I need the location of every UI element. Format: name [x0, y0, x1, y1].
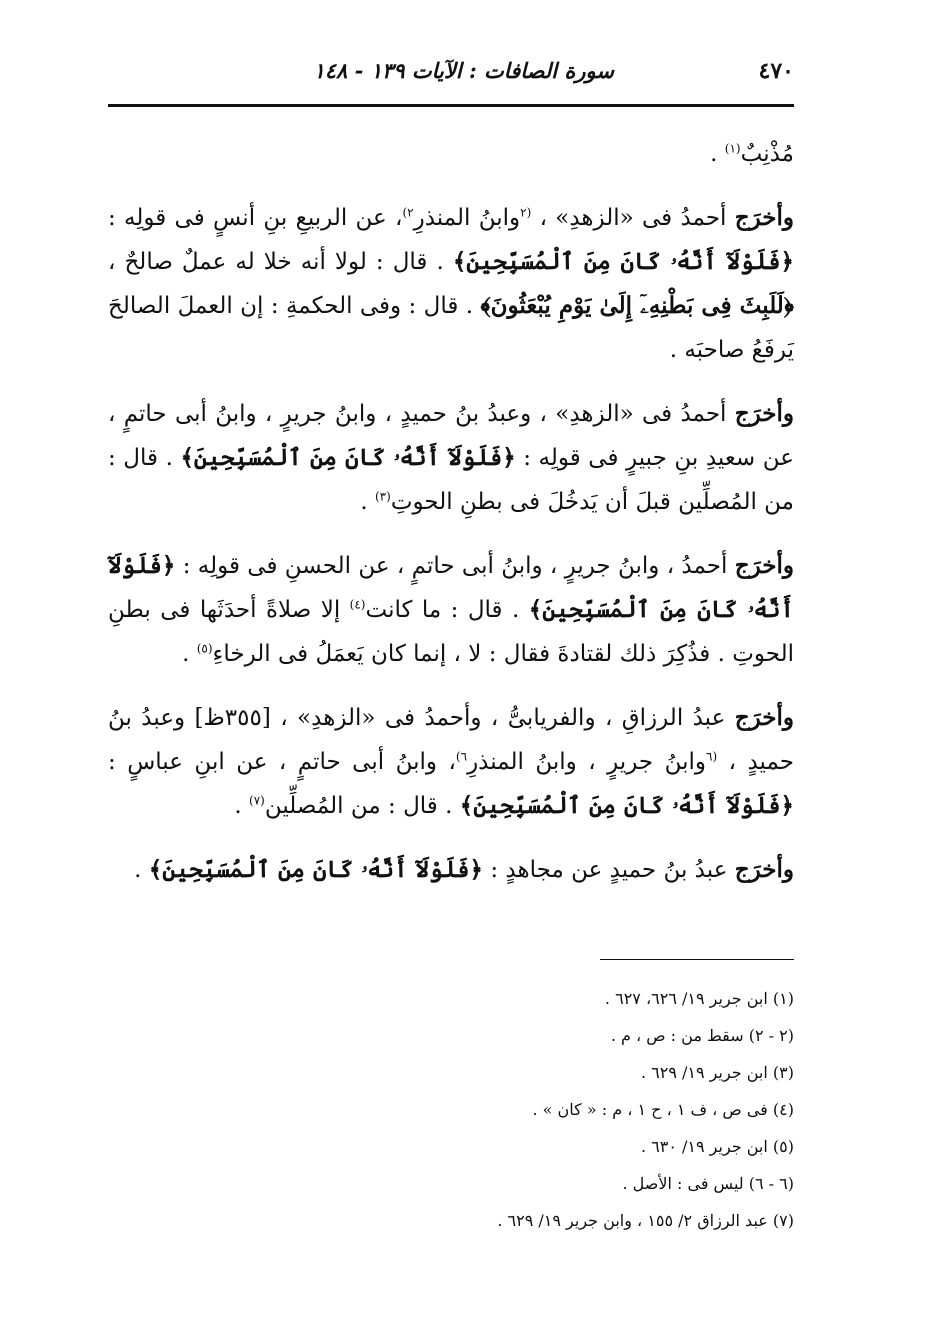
text-fragment: وابنُ جريرٍ ، وابنُ المنذرِ	[467, 749, 706, 775]
paragraph-2	[108, 392, 794, 524]
text-fragment: . قال : من المُصلِّين قبلَ أن يَدخُلَ فى بطنِ الحوتِ	[108, 445, 794, 515]
text-fragment: . قال : لولا أنه خلا له عملٌ صالحٌ ،	[108, 249, 453, 275]
paragraph-1	[108, 196, 794, 372]
text-fragment: . قال : ما كانت	[365, 597, 529, 623]
footnote-ref[interactable]: (٧)	[249, 793, 265, 808]
paragraph-lead: وأخرَج	[734, 856, 794, 883]
text-fragment: ، وابنُ أبى حاتمٍ ، عن ابنِ عباسٍ :	[108, 749, 456, 775]
text-fragment: أحمدُ ، وابنُ جريرٍ ، وابنُ أبى حاتمٍ ، عن الحسنِ فى قولِه :	[175, 553, 735, 579]
footnote-1: (١) ابن جرير ١٩/ ٦٢٦، ٦٢٧ .	[604, 989, 794, 1008]
page-number: ٤٧٠	[758, 58, 794, 84]
quran-verse: ﴿فَلَوْلَآ أَنَّهُۥ كَانَ مِنَ ٱلْمُسَبِّحِينَ﴾	[459, 792, 794, 819]
text-fragment: . قال : من المُصلِّين	[264, 793, 460, 819]
text-fragment: أحمدُ فى «الزهدِ» ،	[531, 205, 735, 231]
text-fragment: عبدُ الرزاقِ ، والفريابىُّ ، وأحمدُ فى «الزهدِ» ، [٣٥٥ظ] وعبدُ بنُ حميدٍ ،	[108, 705, 795, 775]
paragraph-3	[108, 544, 794, 676]
quran-verse: ﴿فَلَوْلَآ أَنَّهُۥ كَانَ مِنَ ٱلْمُسَبِّحِينَ﴾	[148, 856, 484, 883]
paragraph-lead: وأخرَج	[734, 204, 794, 231]
paragraph-lead: وأخرَج	[734, 704, 794, 731]
footnotes	[108, 980, 794, 1239]
footnote-4: (٤) فى ص ، ف ١ ، ح ١ ، م : « كان » .	[532, 1100, 794, 1119]
footnote-ref[interactable]: ٢)	[402, 205, 414, 220]
footnote-ref[interactable]: ٦)	[455, 749, 468, 764]
paragraph-0	[108, 132, 794, 176]
quran-verse: ﴿فَلَوْلَآ أَنَّهُۥ كَانَ مِنَ ٱلْمُسَبِّحِينَ﴾	[452, 248, 794, 275]
text-fragment: ، عن الربيعِ بنِ أنسٍ فى قولِه :	[108, 205, 403, 231]
text-fragment: أحمدُ فى «الزهدِ» ، وعبدُ بنُ حميدٍ ، وابنُ جريرٍ ، وابنُ أبى حاتمٍ ، عن سعيدِ بنِ جبيرٍ فى قولِه :	[108, 401, 794, 471]
footnote-ref[interactable]: (٥)	[196, 641, 213, 656]
text-fragment: . قال : وفى الحكمةِ : إن العملَ الصالحَ يَرفَعُ صاحبَه .	[108, 293, 794, 363]
footnote-separator	[600, 959, 794, 960]
paragraph-5	[108, 848, 794, 892]
running-title: سورة الصافات : الآيات ١٣٩ - ١٤٨	[313, 58, 614, 83]
header-rule	[108, 104, 794, 107]
text-fragment: إلا صلاةً أحدَثَها فى بطنِ الحوتِ . فذُكِرَ ذلك لقتادةَ فقال : لا ، إنما كان يَعمَلُ فى الرخاءِ	[108, 597, 794, 667]
text-fragment: عبدُ بنُ حميدٍ عن مجاهدٍ :	[483, 857, 735, 883]
footnote-ref[interactable]: (٦	[705, 749, 718, 764]
footnote-ref[interactable]: (٤)	[349, 597, 366, 612]
quran-verse: ﴿لَلَبِثَ فِى بَطْنِهِۦٓ إِلَىٰ يَوْمِ يُبْعَثُونَ﴾	[480, 292, 794, 319]
text-fragment: .	[134, 857, 149, 883]
paragraph-lead: وأخرَج	[734, 552, 794, 579]
footnote-7: (٧) عبد الرزاق ٢/ ١٥٥ ، وابن جرير ١٩/ ٦٢٩ .	[497, 1211, 794, 1230]
text-fragment: وابنُ المنذرِ	[413, 205, 521, 231]
footnote-ref[interactable]: (٢	[520, 205, 532, 220]
text-fragment: مُذْنِبٌ	[740, 141, 794, 167]
page-header	[108, 58, 794, 94]
footnote-5: (٥) ابن جرير ١٩/ ٦٣٠ .	[640, 1137, 794, 1156]
text-fragment: .	[234, 793, 250, 819]
footnote-3: (٣) ابن جرير ١٩/ ٦٢٩ .	[640, 1063, 794, 1082]
quran-verse: ﴿فَلَوْلَآ أَنَّهُۥ كَانَ مِنَ ٱلْمُسَبِّحِينَ﴾	[180, 444, 516, 471]
text-fragment: .	[710, 141, 725, 167]
footnote-ref[interactable]: (٣)	[374, 489, 391, 504]
footnote-ref[interactable]: (١)	[724, 141, 741, 156]
text-fragment: .	[182, 641, 197, 667]
quran-verse: ﴿فَلَوْلَآ أَنَّهُۥ كَانَ مِنَ ٱلْمُسَبِّحِينَ﴾	[108, 552, 794, 623]
paragraph-4	[108, 696, 794, 828]
footnote-6: (٦ - ٦) ليس فى : الأصل .	[622, 1174, 794, 1193]
footnote-2: (٢ - ٢) سقط من : ص ، م .	[610, 1026, 794, 1045]
paragraph-lead: وأخرَج	[734, 400, 794, 427]
main-text	[108, 132, 794, 912]
text-fragment: .	[360, 489, 375, 515]
